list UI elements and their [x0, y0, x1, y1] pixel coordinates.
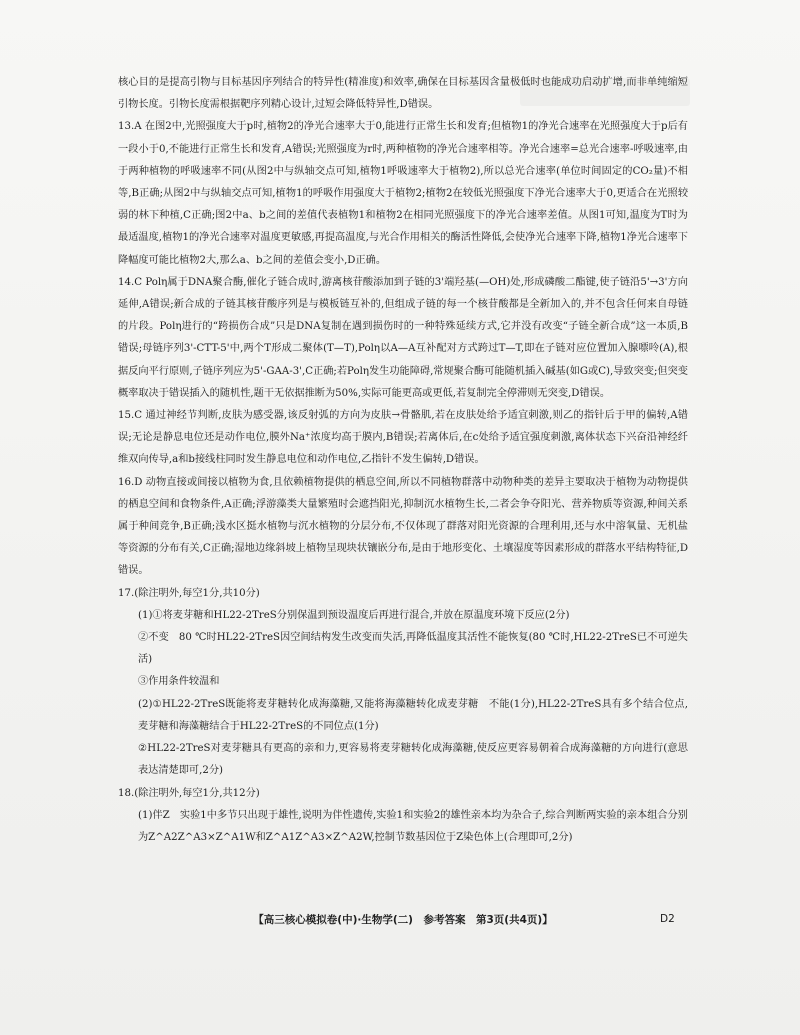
paragraph-text: 核心目的是提高引物与目标基因序列结合的特异性(精准度)和效率,确保在目标基因含量极低时也能成功启动扩增,而非单纯缩短引物长度。引物长度需根据靶序列精心设计,过短会降低特异性,D错误。 [118, 77, 688, 111]
answer-15 [118, 405, 688, 472]
answer-17-line: (2)①HL22-2TreS既能将麦芽糖转化成海藻糖,又能将海藻糖转化成麦芽糖 不能(1分),HL22-2TreS具有多个结合位点,麦芽糖和海藻糖结合于HL22-2TreS的不同位点(1分) [138, 698, 688, 732]
answer-13 [118, 116, 688, 271]
answer-16 [118, 472, 688, 583]
answer-17-line: ②不变 80 ℃时HL22-2TreS因空间结构发生改变而失活,再降低温度其活性不能恢复(80 ℃时,HL22-2TreS已不可逆失活) [138, 632, 688, 666]
question-number: 16.D [118, 476, 143, 488]
answer-17-line: ②HL22-2TreS对麦芽糖具有更高的亲和力,更容易将麦芽糖转化成海藻糖,使反应更容易朝着合成海藻糖的方向进行(意思表达清楚即可,2分) [138, 743, 688, 777]
question-number: 13.A [118, 121, 142, 133]
answer-content [118, 72, 688, 849]
paragraph-text: 在图2中,光照强度大于p时,植物2的净光合速率大于0,能进行正常生长和发育;但植物1的净光合速率在光照强度大于p后有一段小于0,不能进行正常生长和发育,A错误;光照强度为r时,两种植物的净光合速率相等。净光合速率=总光合速率-呼吸速率,由于两种植物的呼吸速率不同(从图2中与纵轴交点可知,植物1呼吸速率大于植物2),所以总光合速率(单位时间固定的CO₂量)不相等,B正确;从图2中与纵轴交点可知,植物1的呼吸作用强度大于植物2;植物2在较低光照强度下净光合速率大于0,更适合在光照较弱的林下种植,C正确;图2中a、b之间的差值代表植物1和植物2在相同光照强度下的净光合速率差值。从图1可知,温度为T时为最适温度,植物1的净光合速率对温度更敏感,再提高温度,与光合作用相关的酶活性降低,会使净光合速率下降,植物1净光合速率下降幅度可能比植物2大,那么a、b之间的差值会变小,D正确。 [118, 121, 688, 266]
answer-14 [118, 272, 688, 405]
page-code: D2 [660, 913, 675, 925]
paragraph-text: 通过神经节判断,皮肤为感受器,该反射弧的方向为皮肤→骨骼肌,若在皮肤处给予适宜刺激,则乙的指针后于甲的偏转,A错误;无论是静息电位还是动作电位,膜外Na⁺浓度均高于膜内,B错误;若离体后,在c处给予适宜强度刺激,离体状态下兴奋沿神经纤维双向传导,a和b接线柱同时发生静息电位和动作电位,乙指针不发生偏转,D错误。 [118, 410, 688, 466]
question-number: 15.C [118, 410, 142, 422]
paragraph-12-tail [118, 72, 688, 116]
paragraph-text: Polη属于DNA聚合酶,催化子链合成时,游离核苷酸添加到子链的3'端羟基(—OH)处,形成磷酸二酯键,使子链沿5'→3'方向延伸,A错误;新合成的子链其核苷酸序列是与模板链互补的,但组成子链的每一个核苷酸都是全新加入的,并不包含任何来自母链的片段。Polη进行的“跨损伤合成”只是DNA复制在遇到损伤时的一种特殊延续方式,它并没有改变“子链全新合成”这一本质,B错误;母链序列3'-CTT-5'中,两个T形成二聚体(T—T),Polη以A—A互补配对方式跨过T—T,即在子链对应位置加入腺嘌呤(A),根据反向平行原则,子链序列应为5'-GAA-3',C正确;若Polη发生功能障碍,常规聚合酶可能随机插入碱基(如G或C),导致突变;但突变概率取决于错误插入的随机性,题干无依据推断为50%,实际可能更高或更低,若复制完全停滞则无突变,D错误。 [118, 276, 688, 399]
answer-18-header: 18.(除注明外,每空1分,共12分) [118, 787, 260, 799]
answer-17-header: 17.(除注明外,每空1分,共10分) [118, 587, 260, 599]
answer-17-line: ③作用条件较温和 [138, 676, 220, 688]
answer-18-line: (1)伴Z 实验1中多节只出现于雄性,说明为伴性遗传,实验1和实验2的雄性亲本均为杂合子,综合判断两实验的亲本组合分别为Z^A2Z^A3×Z^A1W和Z^A1Z^A3×Z^A2W,控制节数基因位于Z染色体上(合理即可,2分) [138, 809, 688, 843]
answer-17-line: (1)①将麦芽糖和HL22-2TreS分别保温到预设温度后再进行混合,并放在原温度环境下反应(2分) [138, 609, 570, 621]
paragraph-text: 动物直接或间接以植物为食,且依赖植物提供的栖息空间,所以不同植物群落中动物种类的差异主要取决于植物为动物提供的栖息空间和食物条件,A正确;浮游藻类大量繁殖时会遮挡阳光,抑制沉水植物生长,二者会争夺阳光、营养物质等资源,种间关系属于种间竞争,B正确;浅水区挺水植物与沉水植物的分层分布,不仅体现了群落对阳光资源的合理利用,还与水中溶氧量、无机盐等资源的分布有关,C正确;湿地边缘斜坡上植物呈现块状镶嵌分布,是由于地形变化、土壤湿度等因素形成的群落水平结构特征,D错误。 [118, 476, 688, 577]
page-footer: 【高三核心模拟卷(中)·生物学(二) 参考答案 第3页(共4页)】 [253, 914, 553, 926]
question-number: 14.C [118, 276, 142, 288]
